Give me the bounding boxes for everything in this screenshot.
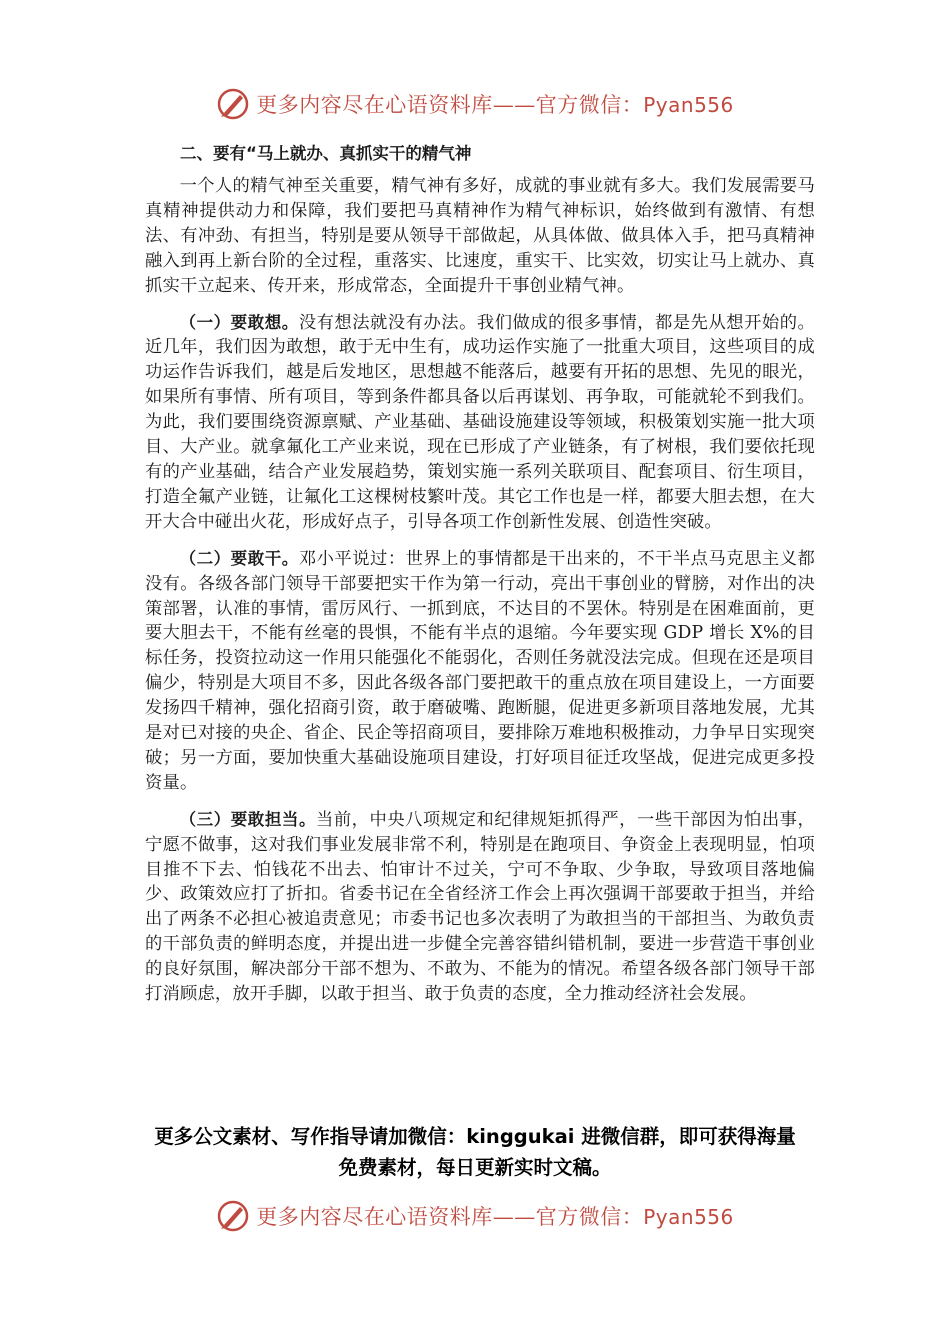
header-banner — [0, 84, 950, 124]
paragraph-dare-to-think: （一）要敢想。没有想法就没有办法。我们做成的很多事情，都是先从想开始的。近几年，我们因为敢想，敢于无中生有，成功运作实施了一批重大项目，这些项目的成功运作告诉我们，越是后发地区，思想越不能落后，越要有开拓的思想、先见的眼光，如果所有事情、所有项目，等到条件都具备以后再谋划、再争取，可能就轮不到我们。为此，我们要围绕资源禀赋、产业基础、基础设施建设等领域，积极策划实施一批大项目、大产业。就拿氟化工产业来说，现在已形成了产业链条，有了树根，我们要依托现有的产业基础，结合产业发展趋势，策划实施一系列关联项目、配套项目、衍生项目，打造全氟产业链，让氟化工这棵树枝繁叶茂。其它工作也是一样，都要大胆去想，在大开大合中碰出火花，形成好点子，引导各项工作创新性发展、创造性突破。 — [145, 312, 815, 532]
banner-text: 更多内容尽在心语资料库——官方微信：Pyan556 — [256, 1205, 734, 1229]
paragraph-intro: 一个人的精气神至关重要，精气神有多好，成就的事业就有多大。我们发展需要马真精神提供动力和保障，我们要把马真精神作为精气神标识，始终做到有激情、有想法、有冲劲、有担当，特别是要从领导干部做起，从具体做、做具体入手，把马真精神融入到再上新台阶的全过程，重落实、比速度，重实干、比实效，切实让马上就办、真抓实干立起来、传开来，形成常态，全面提升干事创业精气神。 — [145, 176, 815, 296]
brush-logo-icon — [216, 1199, 250, 1233]
paragraph-dare-to-act: （二）要敢干。邓小平说过：世界上的事情都是干出来的，不干半点马克思主义都没有。各级各部门领导干部要把实干作为第一行动，亮出干事创业的臂膀，对作出的决策部署，认准的事情，雷厉风行、一抓到底，不达目的不罢休。特别是在困难面前，更要大胆去干，不能有丝毫的畏惧，不能有半点的退缩。今年要实现 GDP 增长 X%的目标任务，投资拉动这一作用只能强化不能弱化，否则任务就没法完成。但现在还是项目偏少，特别是大项目不多，因此各级各部门要把敢干的重点放在项目建设上，一方面要发扬四千精神，强化招商引资，敢于磨破嘴、跑断腿，促进更多新项目落地发展，尤其是对已对接的央企、省企、民企等招商项目，要排除万难地积极推动，力争早日实现突破；另一方面，要加快重大基础设施项目建设，打好项目征迁攻坚战，促进完成更多投资量。 — [145, 548, 815, 793]
paragraph-dare-to-take-responsibility: （三）要敢担当。当前，中央八项规定和纪律规矩抓得严，一些干部因为怕出事，宁愿不做事，这对我们事业发展非常不利，特别是在跑项目、争资金上表现明显，怕项目推不下去、怕钱花不出去、怕审计不过关，宁可不争取、少争取，导致项目落地偏少、政策效应打了折扣。省委书记在全省经济工作会上再次强调干部要敢于担当，并给出了两条不必担心被追责意见；市委书记也多次表明了为敢担当的干部担当、为敢负责的干部负责的鲜明态度，并提出进一步健全完善容错纠错机制，要进一步营造干事创业的良好氛围，解决部分干部不想为、不敢为、不能为的情况。希望各级各部门领导干部打消顾虑，放开手脚，以敢于担当、敢于负责的态度，全力推动经济社会发展。 — [145, 809, 815, 1005]
footer-banner — [0, 1196, 950, 1236]
document-body — [145, 141, 815, 1019]
promo-notice: 更多公文素材、写作指导请加微信：kinggukai 进微信群，即可获得海量免费素材，每日更新实时文稿。 — [154, 1125, 796, 1179]
brush-logo-icon — [216, 87, 250, 121]
banner-text: 更多内容尽在心语资料库——官方微信：Pyan556 — [256, 93, 734, 117]
section-heading: 二、要有“马上就办、真抓实干的精气神 — [180, 144, 472, 163]
